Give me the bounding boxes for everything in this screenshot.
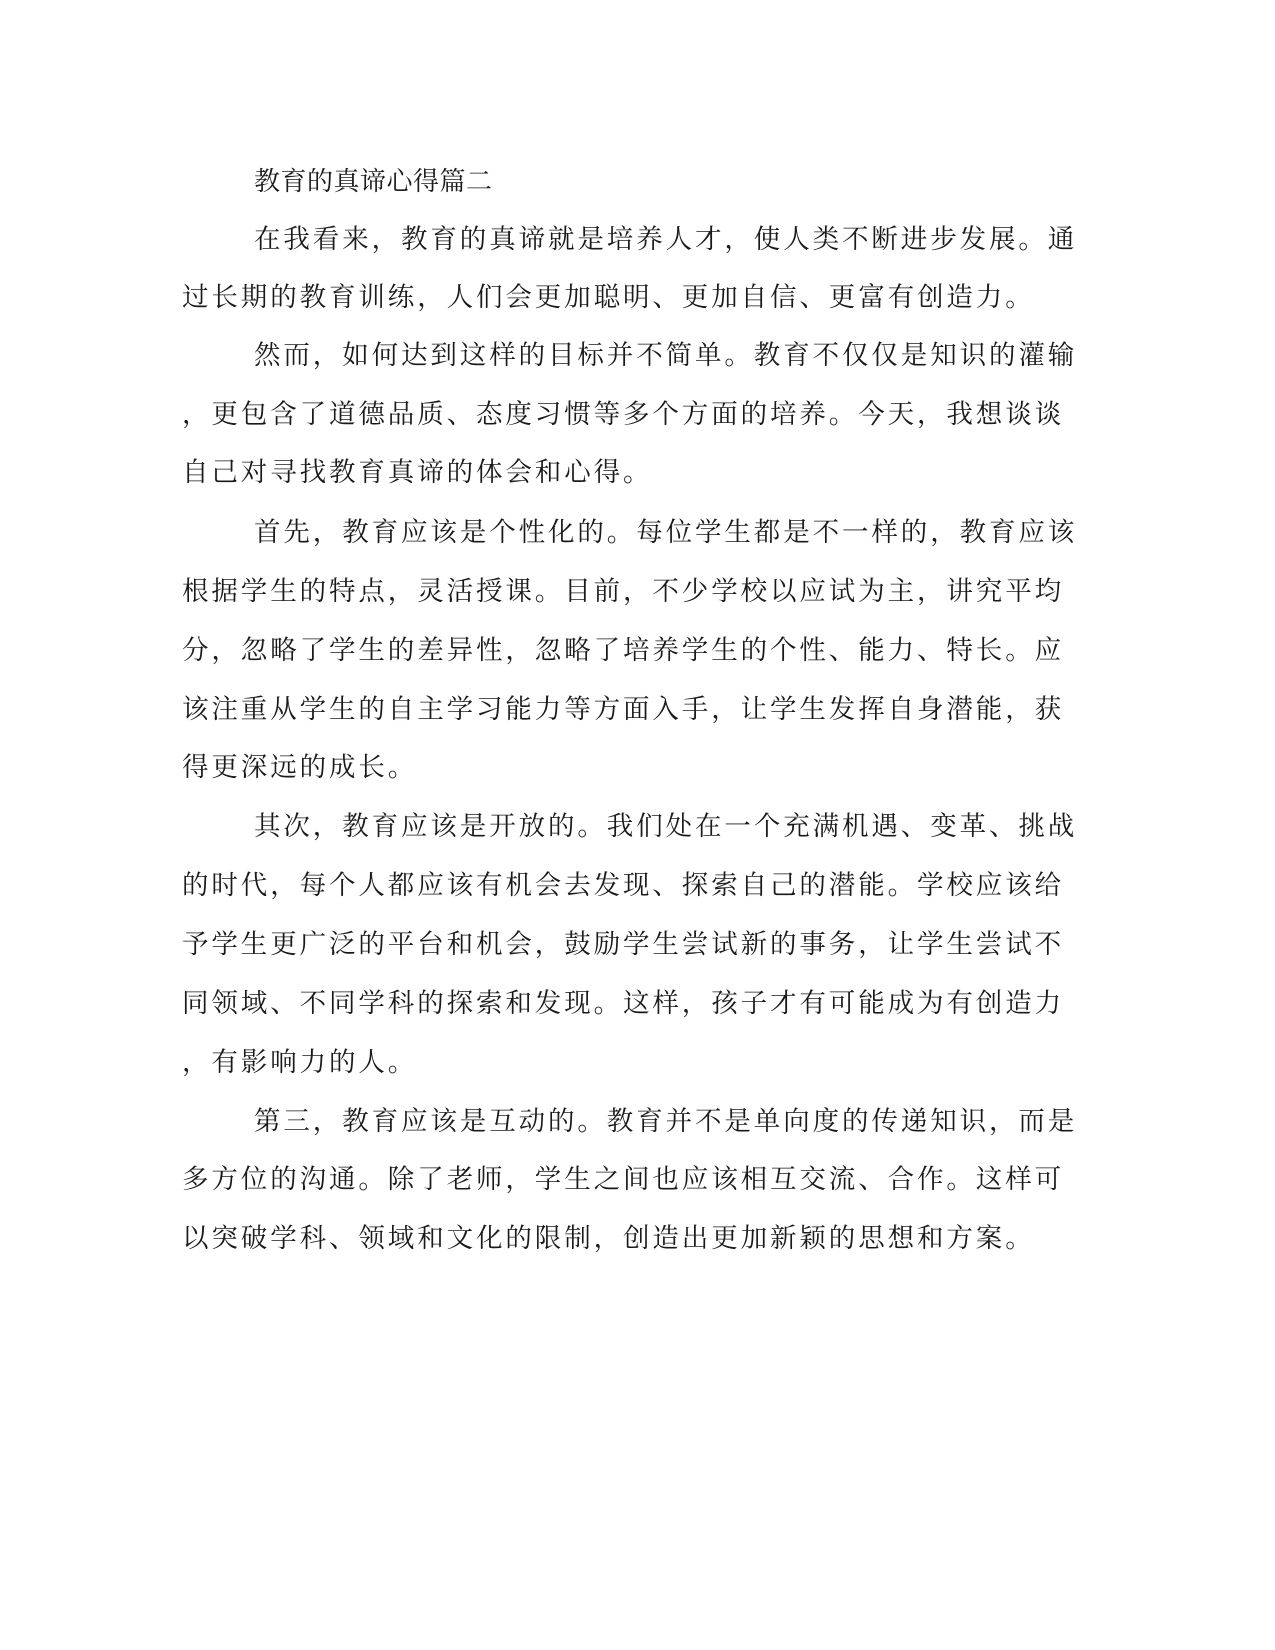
paragraph-line: 同领域、不同学科的探索和发现。这样，孩子才有可能成为有创造力 [182, 988, 1064, 1019]
paragraph-line: 然而，如何达到这样的目标并不简单。教育不仅仅是知识的灌输 [254, 340, 1078, 371]
paragraph-line: 过长期的教育训练，人们会更加聪明、更加自信、更富有创造力。 [182, 282, 1035, 313]
paragraph-line: 以突破学科、领域和文化的限制，创造出更加新颖的思想和方案。 [182, 1223, 1035, 1254]
paragraph-line: 其次，教育应该是开放的。我们处在一个充满机遇、变革、挑战 [254, 811, 1078, 842]
paragraph-line: 得更深远的成长。 [182, 752, 418, 783]
paragraph-line: ，有影响力的人。 [182, 1047, 418, 1078]
paragraph-line: 首先，教育应该是个性化的。每位学生都是不一样的，教育应该 [254, 517, 1078, 548]
paragraph-line: 自己对寻找教育真谛的体会和心得。 [182, 457, 653, 488]
paragraph-line: 该注重从学生的自主学习能力等方面入手，让学生发挥自身潜能，获 [182, 694, 1064, 725]
paragraph-line: ，更包含了道德品质、态度习惯等多个方面的培养。今天，我想谈谈 [182, 399, 1064, 430]
paragraph-line: 多方位的沟通。除了老师，学生之间也应该相互交流、合作。这样可 [182, 1164, 1064, 1195]
paragraph-line: 予学生更广泛的平台和机会，鼓励学生尝试新的事务，让学生尝试不 [182, 929, 1064, 960]
paragraph-line: 分，忽略了学生的差异性，忽略了培养学生的个性、能力、特长。应 [182, 635, 1064, 666]
document-title: 教育的真谛心得篇二 [254, 167, 493, 197]
paragraph-line: 根据学生的特点，灵活授课。目前，不少学校以应试为主，讲究平均 [182, 576, 1064, 607]
paragraph-line: 的时代，每个人都应该有机会去发现、探索自己的潜能。学校应该给 [182, 870, 1064, 901]
paragraph-line: 第三，教育应该是互动的。教育并不是单向度的传递知识，而是 [254, 1106, 1078, 1137]
paragraph-line: 在我看来，教育的真谛就是培养人才，使人类不断进步发展。通 [254, 224, 1078, 255]
